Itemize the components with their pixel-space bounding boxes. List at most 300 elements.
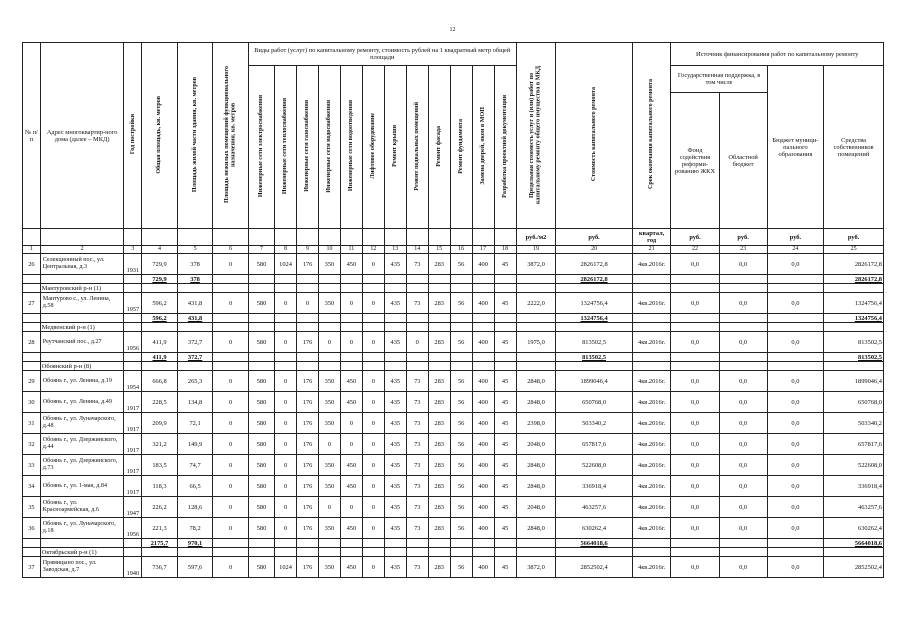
- subtotal-empty: [671, 314, 719, 323]
- region-empty: [318, 548, 340, 557]
- region-empty: [472, 284, 494, 293]
- municipal-cell: 0,0: [767, 518, 823, 539]
- region-empty: [450, 323, 472, 332]
- subtotal-empty: [384, 353, 406, 362]
- row-number: 37: [23, 557, 41, 578]
- region-empty: [556, 548, 632, 557]
- header-work-4: Инженерные сети водоснабжения: [318, 66, 340, 229]
- repair-cost-cell: 503340,2: [556, 413, 632, 434]
- municipal-cell: 0,0: [767, 476, 823, 497]
- subtotal-empty: [275, 353, 297, 362]
- work-cost-cell: 56: [450, 476, 472, 497]
- year-cell: 1956: [124, 332, 142, 353]
- work-cost-cell: 283: [428, 557, 450, 578]
- subtotal-empty: [406, 314, 428, 323]
- work-cost-cell: 580: [248, 455, 274, 476]
- limit-cost-cell: 2848,0: [516, 392, 556, 413]
- year-cell: 1957: [124, 293, 142, 314]
- work-cost-cell: 580: [248, 413, 274, 434]
- column-number: 1: [23, 246, 41, 254]
- subtotal-empty: [248, 314, 274, 323]
- work-cost-cell: 283: [428, 413, 450, 434]
- region-empty: [142, 548, 178, 557]
- region-empty: [362, 548, 384, 557]
- region-empty: [384, 323, 406, 332]
- work-cost-cell: 400: [472, 413, 494, 434]
- work-cost-cell: 580: [248, 332, 274, 353]
- subtotal-empty: [275, 275, 297, 284]
- work-cost-cell: 56: [450, 557, 472, 578]
- work-cost-cell: 56: [450, 293, 472, 314]
- region-empty: [556, 362, 632, 371]
- total-area-cell: 411,9: [142, 332, 178, 353]
- subtotal-empty: [428, 275, 450, 284]
- living-area-cell: 597,6: [177, 557, 213, 578]
- header-address: Адрес многоквартир-ного дома (далее – МКД): [40, 43, 124, 229]
- table-row: [23, 254, 884, 275]
- region-empty: [516, 284, 556, 293]
- year-cell: 1956: [124, 518, 142, 539]
- row-number: 26: [23, 254, 41, 275]
- row-number: 30: [23, 392, 41, 413]
- subtotal-empty: [494, 539, 516, 548]
- subtotal-empty: [40, 275, 124, 284]
- work-cost-cell: 350: [318, 371, 340, 392]
- subtotal-empty: [248, 353, 274, 362]
- repair-cost-cell: 650768,0: [556, 392, 632, 413]
- work-cost-cell: 580: [248, 254, 274, 275]
- living-area-cell: 149,9: [177, 434, 213, 455]
- header-fund: Фонд содействия реформи-рованию ЖКХ: [671, 93, 719, 229]
- work-cost-cell: 450: [340, 392, 362, 413]
- row-number: 34: [23, 476, 41, 497]
- table-row: [23, 518, 884, 539]
- subtotal-repair-cost: 1324756,4: [556, 314, 632, 323]
- header-num: № п/п: [23, 43, 41, 229]
- subtotal-empty: [516, 353, 556, 362]
- region-empty: [472, 362, 494, 371]
- subtotal-empty: [275, 539, 297, 548]
- region-empty: [318, 362, 340, 371]
- region-empty: [297, 548, 319, 557]
- work-cost-cell: 0: [340, 332, 362, 353]
- region-empty: [23, 548, 41, 557]
- work-cost-cell: 0: [362, 455, 384, 476]
- subtotal-empty: [213, 275, 249, 284]
- work-cost-cell: 56: [450, 518, 472, 539]
- region-empty: [494, 323, 516, 332]
- deadline-cell: 4кв.2016г.: [632, 371, 671, 392]
- fund-cell: 0,0: [671, 332, 719, 353]
- subtotal-empty: [632, 314, 671, 323]
- nonliving-area-cell: 0: [213, 557, 249, 578]
- work-cost-cell: 73: [406, 392, 428, 413]
- table-row: [23, 476, 884, 497]
- work-cost-cell: 45: [494, 371, 516, 392]
- region-empty: [671, 362, 719, 371]
- column-number: 4: [142, 246, 178, 254]
- work-cost-cell: 0: [318, 332, 340, 353]
- work-cost-cell: 450: [340, 518, 362, 539]
- limit-cost-cell: 3872,0: [516, 254, 556, 275]
- subtotal-empty: [494, 275, 516, 284]
- living-area-cell: 134,8: [177, 392, 213, 413]
- year-cell: 1940: [124, 557, 142, 578]
- nonliving-area-cell: 0: [213, 518, 249, 539]
- subtotal-empty: [340, 539, 362, 548]
- municipal-cell: 0,0: [767, 434, 823, 455]
- region-empty: [362, 362, 384, 371]
- subtotal-empty: [767, 275, 823, 284]
- work-cost-cell: 45: [494, 497, 516, 518]
- region-empty: [275, 284, 297, 293]
- municipal-cell: 0,0: [767, 557, 823, 578]
- work-cost-cell: 0: [362, 413, 384, 434]
- row-number: 33: [23, 455, 41, 476]
- subtotal-empty: [632, 275, 671, 284]
- region-empty: [384, 284, 406, 293]
- unit-cell-empty: [142, 229, 178, 246]
- work-cost-cell: 176: [297, 392, 319, 413]
- owners-cell: 503340,2: [824, 413, 884, 434]
- subtotal-empty: [384, 275, 406, 284]
- owners-cell: 522608,0: [824, 455, 884, 476]
- municipal-cell: 0,0: [767, 332, 823, 353]
- fund-cell: 0,0: [671, 293, 719, 314]
- region-empty: [23, 284, 41, 293]
- deadline-cell: 4кв.2016г.: [632, 476, 671, 497]
- address-cell: Обоянь г., ул. Дзержинского, д.73: [40, 455, 124, 476]
- region-empty: [142, 284, 178, 293]
- region-empty: [177, 284, 213, 293]
- header-total-area: Общая площадь, кв. метров: [142, 43, 178, 229]
- region-empty: [124, 323, 142, 332]
- total-area-cell: 596,2: [142, 293, 178, 314]
- total-area-cell: 228,5: [142, 392, 178, 413]
- column-number: 10: [318, 246, 340, 254]
- column-number: 23: [719, 246, 767, 254]
- municipal-cell: 0,0: [767, 293, 823, 314]
- subtotal-empty: [450, 539, 472, 548]
- subtotal-empty: [318, 314, 340, 323]
- unit-cell-empty: [340, 229, 362, 246]
- work-cost-cell: 73: [406, 293, 428, 314]
- living-area-cell: 431,8: [177, 293, 213, 314]
- header-deadline: Срок окончания капитального ремонта: [632, 43, 671, 229]
- work-cost-cell: 580: [248, 518, 274, 539]
- regional-cell: 0,0: [719, 557, 767, 578]
- region-header-row: [23, 284, 884, 293]
- subtotal-empty: [297, 314, 319, 323]
- header-work-6: Лифтовое оборудование: [362, 66, 384, 229]
- work-cost-cell: 0: [340, 413, 362, 434]
- regional-cell: 0,0: [719, 371, 767, 392]
- subtotal-empty: [340, 353, 362, 362]
- subtotal-empty: [450, 353, 472, 362]
- subtotal-empty: [124, 539, 142, 548]
- work-cost-cell: 73: [406, 371, 428, 392]
- year-cell: 1917: [124, 434, 142, 455]
- region-empty: [824, 323, 884, 332]
- header-finance-group: Источник финансирования работ по капитальному ремонту: [671, 43, 884, 66]
- work-cost-cell: 0: [362, 332, 384, 353]
- limit-cost-cell: 3872,0: [516, 557, 556, 578]
- region-empty: [632, 548, 671, 557]
- work-cost-cell: 0: [362, 557, 384, 578]
- subtotal-owners: 5664018,6: [824, 539, 884, 548]
- subtotal-empty: [516, 275, 556, 284]
- region-empty: [494, 362, 516, 371]
- work-cost-cell: 1024: [275, 557, 297, 578]
- work-cost-cell: 400: [472, 434, 494, 455]
- region-empty: [719, 362, 767, 371]
- region-empty: [362, 284, 384, 293]
- subtotal-empty: [428, 539, 450, 548]
- work-cost-cell: 580: [248, 293, 274, 314]
- repair-cost-cell: 463257,6: [556, 497, 632, 518]
- region-empty: [767, 284, 823, 293]
- address-cell: Обоянь г., ул. Ленина, д.19: [40, 371, 124, 392]
- region-empty: [318, 323, 340, 332]
- work-cost-cell: 450: [340, 371, 362, 392]
- region-empty: [384, 362, 406, 371]
- municipal-cell: 0,0: [767, 413, 823, 434]
- owners-cell: 336918,4: [824, 476, 884, 497]
- owners-cell: 813502,5: [824, 332, 884, 353]
- work-cost-cell: 0: [318, 497, 340, 518]
- work-cost-cell: 176: [297, 413, 319, 434]
- fund-cell: 0,0: [671, 434, 719, 455]
- work-cost-cell: 283: [428, 392, 450, 413]
- region-empty: [556, 284, 632, 293]
- work-cost-cell: 73: [406, 497, 428, 518]
- total-area-cell: 221,3: [142, 518, 178, 539]
- work-cost-cell: 56: [450, 497, 472, 518]
- work-cost-cell: 350: [318, 413, 340, 434]
- work-cost-cell: 1024: [275, 254, 297, 275]
- repair-cost-cell: 2826172,8: [556, 254, 632, 275]
- work-cost-cell: 400: [472, 371, 494, 392]
- header-work-8: Ремонт подвальных помещений: [406, 66, 428, 229]
- subtotal-empty: [406, 539, 428, 548]
- fund-cell: 0,0: [671, 518, 719, 539]
- total-area-cell: 183,5: [142, 455, 178, 476]
- column-number: 20: [556, 246, 632, 254]
- region-empty: [450, 284, 472, 293]
- work-cost-cell: 400: [472, 518, 494, 539]
- column-number: 22: [671, 246, 719, 254]
- address-cell: Обоянь г., ул. Ленина, д.49: [40, 392, 124, 413]
- subtotal-empty: [632, 539, 671, 548]
- regional-cell: 0,0: [719, 497, 767, 518]
- column-number: 21: [632, 246, 671, 254]
- work-cost-cell: 435: [384, 254, 406, 275]
- column-number: 2: [40, 246, 124, 254]
- table-row: [23, 455, 884, 476]
- work-cost-cell: 400: [472, 392, 494, 413]
- work-cost-cell: 0: [297, 293, 319, 314]
- column-number: 7: [248, 246, 274, 254]
- unit-owners: руб.: [824, 229, 884, 246]
- owners-cell: 1324756,4: [824, 293, 884, 314]
- regional-cell: 0,0: [719, 254, 767, 275]
- subtotal-empty: [516, 539, 556, 548]
- region-empty: [719, 548, 767, 557]
- subtotal-empty: [428, 314, 450, 323]
- region-empty: [384, 548, 406, 557]
- work-cost-cell: 0: [275, 476, 297, 497]
- nonliving-area-cell: 0: [213, 476, 249, 497]
- regional-cell: 0,0: [719, 293, 767, 314]
- unit-cell-empty: [275, 229, 297, 246]
- header-work-5: Инженерные сети водоотведения: [340, 66, 362, 229]
- header-year: Год постройки: [124, 43, 142, 229]
- work-cost-cell: 0: [275, 332, 297, 353]
- work-cost-cell: 450: [340, 476, 362, 497]
- work-cost-cell: 435: [384, 455, 406, 476]
- subtotal-empty: [40, 353, 124, 362]
- region-empty: [428, 323, 450, 332]
- work-cost-cell: 45: [494, 332, 516, 353]
- address-cell: Селекционный пос., ул. Центральная, д.3: [40, 254, 124, 275]
- subtotal-empty: [248, 539, 274, 548]
- repair-cost-cell: 813502,5: [556, 332, 632, 353]
- work-cost-cell: 580: [248, 434, 274, 455]
- header-work-1: Инженерные сети электроснабжения: [248, 66, 274, 229]
- work-cost-cell: 0: [362, 476, 384, 497]
- region-empty: [824, 362, 884, 371]
- deadline-cell: 4кв.2016г.: [632, 518, 671, 539]
- work-cost-cell: 0: [318, 434, 340, 455]
- work-cost-cell: 176: [297, 254, 319, 275]
- row-number: 31: [23, 413, 41, 434]
- fund-cell: 0,0: [671, 455, 719, 476]
- year-cell: 1954: [124, 371, 142, 392]
- work-cost-cell: 450: [340, 557, 362, 578]
- region-empty: [450, 548, 472, 557]
- year-cell: 1917: [124, 455, 142, 476]
- subtotal-empty: [472, 314, 494, 323]
- work-cost-cell: 0: [362, 254, 384, 275]
- region-empty: [318, 284, 340, 293]
- region-empty: [632, 323, 671, 332]
- work-cost-cell: 73: [406, 476, 428, 497]
- work-cost-cell: 73: [406, 455, 428, 476]
- nonliving-area-cell: 0: [213, 254, 249, 275]
- region-label: Медвенский р-н (1): [40, 323, 124, 332]
- fund-cell: 0,0: [671, 413, 719, 434]
- address-cell: Реутчанский пос., д.27: [40, 332, 124, 353]
- column-number: 13: [384, 246, 406, 254]
- subtotal-empty: [23, 314, 41, 323]
- limit-cost-cell: 1975,0: [516, 332, 556, 353]
- deadline-cell: 4кв.2016г.: [632, 293, 671, 314]
- unit-cell-empty: [40, 229, 124, 246]
- subtotal-living-area: 431,8: [177, 314, 213, 323]
- table-row: [23, 371, 884, 392]
- column-number: 12: [362, 246, 384, 254]
- region-empty: [472, 323, 494, 332]
- nonliving-area-cell: 0: [213, 371, 249, 392]
- column-number: 11: [340, 246, 362, 254]
- work-cost-cell: 283: [428, 518, 450, 539]
- living-area-cell: 372,7: [177, 332, 213, 353]
- work-cost-cell: 56: [450, 455, 472, 476]
- subtotal-empty: [472, 275, 494, 284]
- subtotal-row: [23, 539, 884, 548]
- region-empty: [824, 284, 884, 293]
- regional-cell: 0,0: [719, 413, 767, 434]
- capital-repair-table: [22, 42, 884, 578]
- subtotal-empty: [767, 539, 823, 548]
- region-empty: [406, 323, 428, 332]
- subtotal-empty: [406, 275, 428, 284]
- region-empty: [248, 284, 274, 293]
- work-cost-cell: 400: [472, 557, 494, 578]
- region-header-row: [23, 323, 884, 332]
- nonliving-area-cell: 0: [213, 434, 249, 455]
- unit-cell-empty: [450, 229, 472, 246]
- deadline-cell: 4кв.2016г.: [632, 392, 671, 413]
- work-cost-cell: 580: [248, 476, 274, 497]
- work-cost-cell: 176: [297, 455, 319, 476]
- subtotal-empty: [632, 353, 671, 362]
- fund-cell: 0,0: [671, 254, 719, 275]
- table-row: [23, 392, 884, 413]
- repair-cost-cell: 2852502,4: [556, 557, 632, 578]
- row-number: 28: [23, 332, 41, 353]
- region-empty: [362, 323, 384, 332]
- region-empty: [767, 362, 823, 371]
- work-cost-cell: 580: [248, 371, 274, 392]
- work-cost-cell: 0: [275, 434, 297, 455]
- header-work-11: Замена дверей, окон в МОП: [472, 66, 494, 229]
- total-area-cell: 729,9: [142, 254, 178, 275]
- region-empty: [671, 548, 719, 557]
- work-cost-cell: 580: [248, 392, 274, 413]
- year-cell: 1917: [124, 413, 142, 434]
- work-cost-cell: 45: [494, 476, 516, 497]
- region-empty: [428, 284, 450, 293]
- repair-cost-cell: 1324756,4: [556, 293, 632, 314]
- region-empty: [124, 548, 142, 557]
- fund-cell: 0,0: [671, 557, 719, 578]
- regional-cell: 0,0: [719, 455, 767, 476]
- unit-cell-empty: [362, 229, 384, 246]
- unit-regional: руб.: [719, 229, 767, 246]
- column-number: 25: [824, 246, 884, 254]
- header-owners: Средства собственников помещений: [824, 66, 884, 229]
- work-cost-cell: 283: [428, 497, 450, 518]
- column-number: 15: [428, 246, 450, 254]
- work-cost-cell: 435: [384, 434, 406, 455]
- subtotal-empty: [40, 539, 124, 548]
- work-cost-cell: 283: [428, 476, 450, 497]
- total-area-cell: 226,2: [142, 497, 178, 518]
- year-cell: 1947: [124, 497, 142, 518]
- work-cost-cell: 350: [318, 254, 340, 275]
- region-empty: [406, 548, 428, 557]
- column-number: 3: [124, 246, 142, 254]
- work-cost-cell: 0: [340, 434, 362, 455]
- subtotal-row: [23, 353, 884, 362]
- living-area-cell: 74,7: [177, 455, 213, 476]
- work-cost-cell: 56: [450, 413, 472, 434]
- work-cost-cell: 400: [472, 455, 494, 476]
- work-cost-cell: 0: [275, 371, 297, 392]
- unit-municipal: руб.: [767, 229, 823, 246]
- unit-cell-empty: [213, 229, 249, 246]
